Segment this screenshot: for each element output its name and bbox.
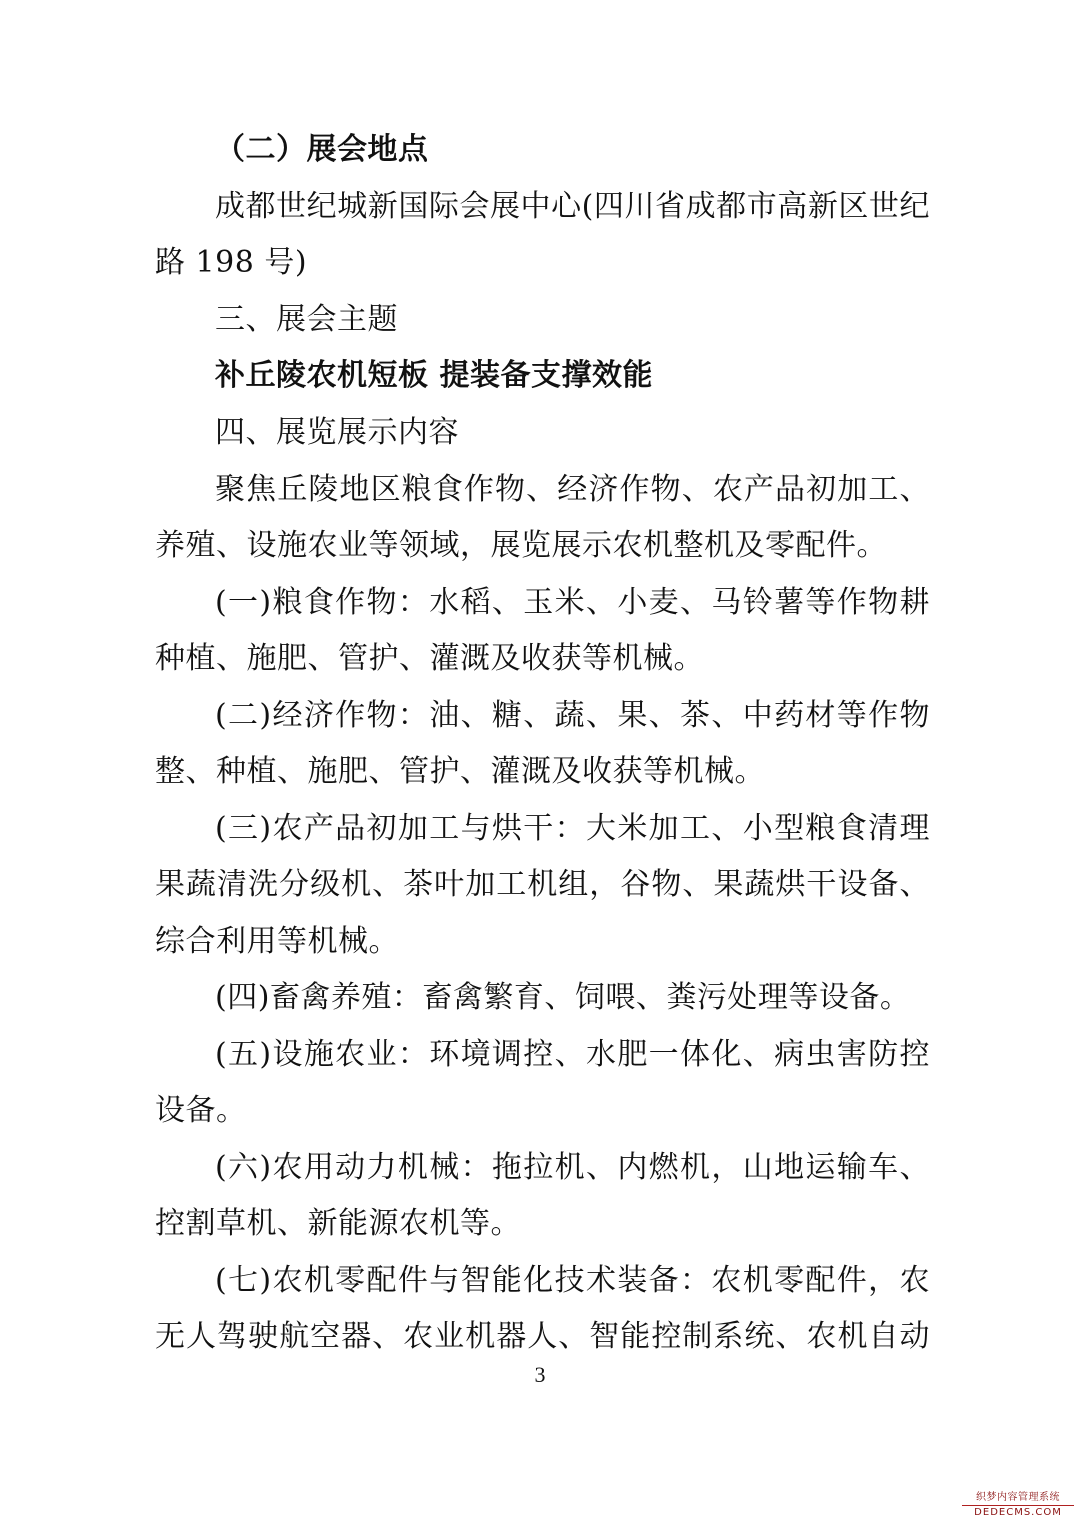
paragraph-line: 设备。 — [155, 1093, 247, 1128]
section-heading-venue: （二）展会地点 — [215, 132, 429, 167]
paragraph-line: 路 198 号) — [155, 245, 308, 280]
paragraph-line: 养殖、设施农业等领域，展览展示农机整机及零配件。 — [155, 528, 887, 563]
watermark — [962, 1491, 1074, 1519]
list-item-grain: (一)粮食作物：水稻、玉米、小麦、马铃薯等作物耕 — [215, 585, 930, 620]
section-heading-exhibits: 四、展览展示内容 — [215, 415, 459, 450]
watermark-title: 织梦内容管理系统 — [962, 1491, 1074, 1506]
list-item-cash-crops: (二)经济作物：油、糖、蔬、果、茶、中药材等作物 — [215, 698, 930, 733]
paragraph-line: 无人驾驶航空器、农业机器人、智能控制系统、农机自动 — [155, 1319, 930, 1354]
paragraph-line: 成都世纪城新国际会展中心(四川省成都市高新区世纪 — [215, 189, 930, 224]
list-item-processing: (三)农产品初加工与烘干：大米加工、小型粮食清理 — [215, 811, 930, 846]
paragraph-line: 整、种植、施肥、管护、灌溉及收获等机械。 — [155, 754, 765, 789]
paragraph-line: 控割草机、新能源农机等。 — [155, 1206, 521, 1241]
page-number: 3 — [534, 1362, 546, 1387]
paragraph-line: 聚焦丘陵地区粮食作物、经济作物、农产品初加工、 — [215, 472, 930, 507]
watermark-site: DEDECMS.COM — [974, 1507, 1062, 1518]
list-item-facility-agriculture: (五)设施农业：环境调控、水肥一体化、病虫害防控 — [215, 1037, 930, 1072]
paragraph-line: 果蔬清洗分级机、茶叶加工机组，谷物、果蔬烘干设备、 — [155, 867, 930, 902]
theme-slogan: 补丘陵农机短板 提装备支撑效能 — [215, 358, 653, 393]
section-heading-theme: 三、展会主题 — [215, 302, 398, 337]
paragraph-line: 综合利用等机械。 — [155, 924, 399, 959]
paragraph-line: 种植、施肥、管护、灌溉及收获等机械。 — [155, 641, 704, 676]
list-item-parts-smart-equipment: (七)农机零配件与智能化技术装备：农机零配件，农 — [215, 1263, 930, 1298]
list-item-power-machinery: (六)农用动力机械：拖拉机、内燃机，山地运输车、 — [215, 1150, 930, 1185]
list-item-livestock: (四)畜禽养殖：畜禽繁育、饲喂、粪污处理等设备。 — [215, 980, 911, 1015]
